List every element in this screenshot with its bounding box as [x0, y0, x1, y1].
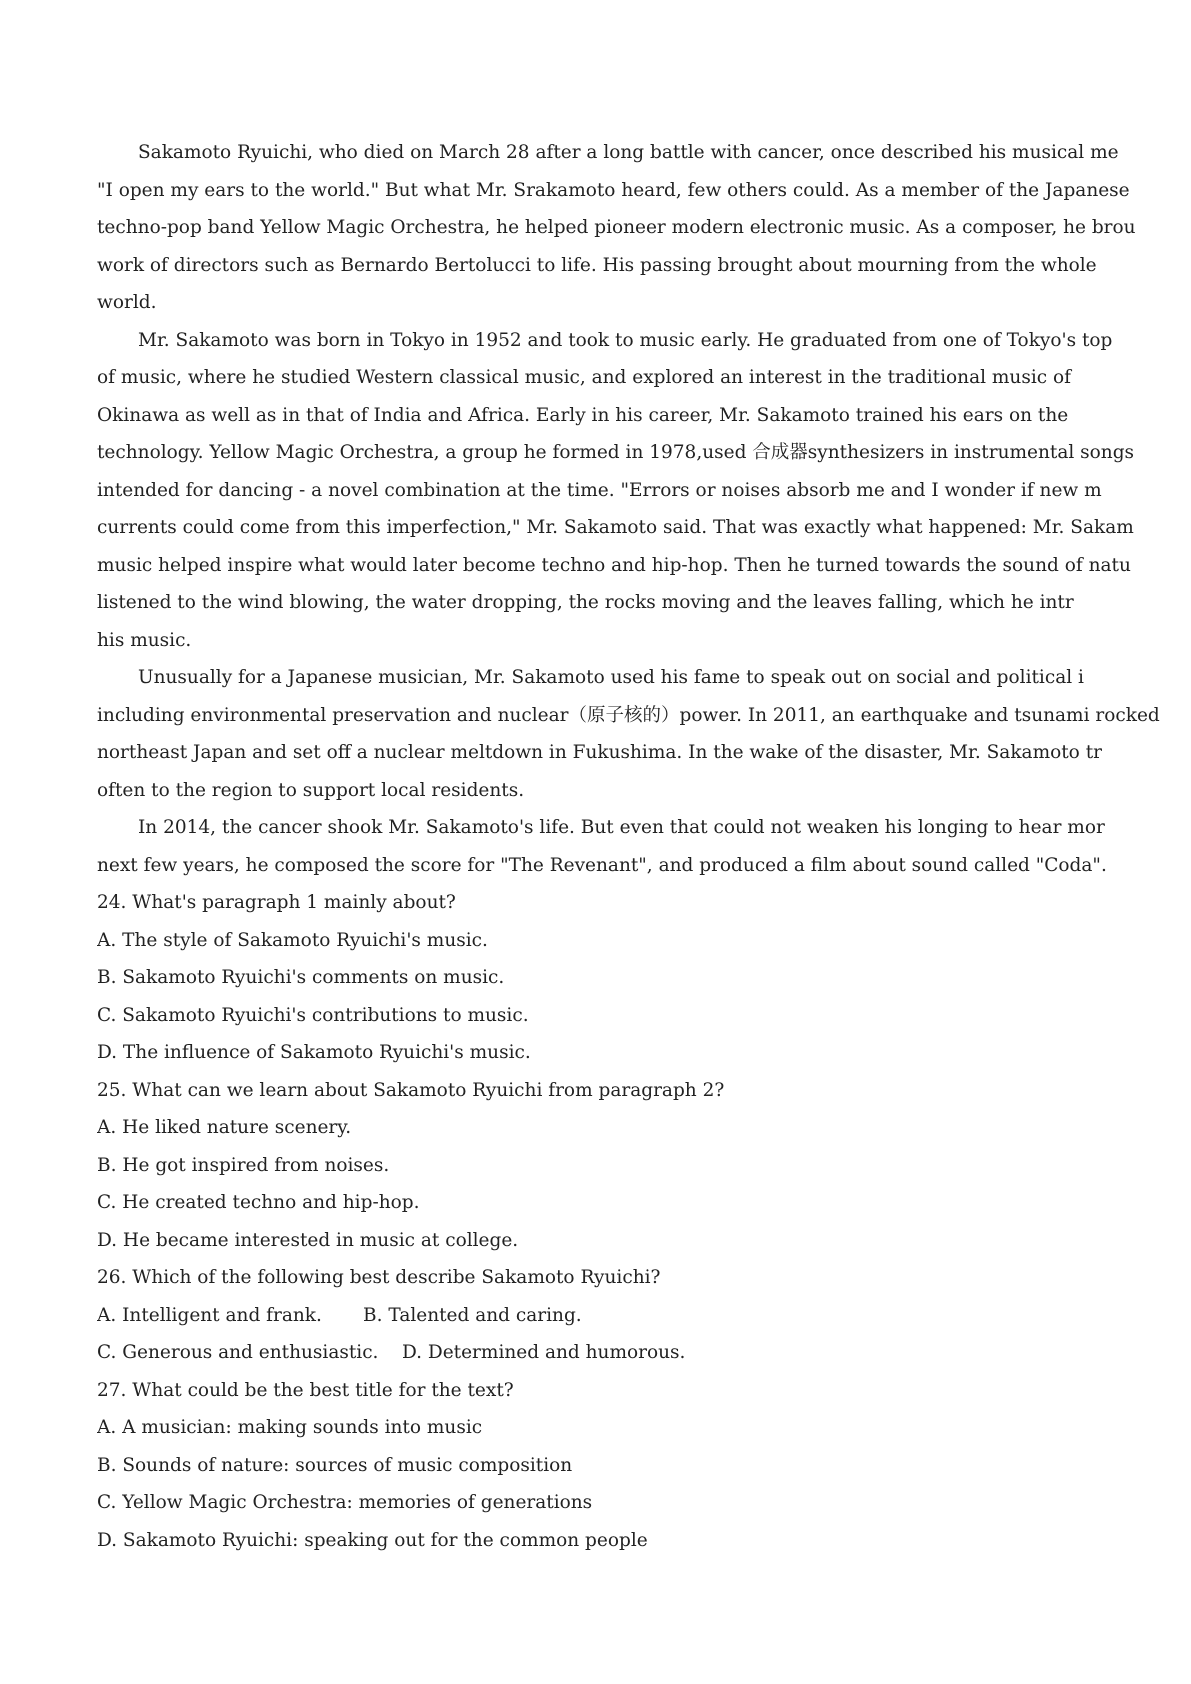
passage-line: world. — [97, 292, 157, 313]
passage-line: Okinawa as well as in that of India and Africa. Early in his career, Mr. Sakamoto trained his ears on the — [97, 404, 1069, 426]
answer-option: A. Intelligent and frank. B. Talented and caring. — [97, 1304, 582, 1326]
passage-line: techno-pop band Yellow Magic Orchestra, he helped pioneer modern electronic music. As a composer, he brou — [97, 217, 1136, 238]
answer-option: A. He liked nature scenery. — [97, 1117, 352, 1138]
passage-line: Mr. Sakamoto was born in Tokyo in 1952 and took to music early. He graduated from one of Tokyo's top — [138, 329, 1113, 351]
question-27 — [97, 1372, 1191, 1560]
paragraph-1 — [97, 134, 1191, 322]
passage-line: including environmental preservation and nuclear（原子核的）power. In 2011, an earthquake and tsunami rocked — [97, 704, 1160, 726]
paragraph-2 — [97, 322, 1191, 660]
answer-option: D. Sakamoto Ryuichi: speaking out for the common people — [97, 1529, 648, 1551]
answer-option: B. Sounds of nature: sources of music composition — [97, 1454, 573, 1476]
passage-line: listened to the wind blowing, the water dropping, the rocks moving and the leaves falling, which he intr — [97, 592, 1074, 613]
reading-passage — [97, 134, 1191, 1559]
question-24 — [97, 884, 1191, 1072]
answer-option: A. A musician: making sounds into music — [97, 1417, 483, 1438]
question-stem: 27. What could be the best title for the text? — [97, 1379, 514, 1401]
answer-option: C. Yellow Magic Orchestra: memories of generations — [97, 1492, 593, 1513]
passage-line: intended for dancing - a novel combination at the time. "Errors or noises absorb me and I wonder if new m — [97, 479, 1102, 501]
passage-line: next few years, he composed the score for "The Revenant", and produced a film about sound called "Coda". — [97, 854, 1107, 876]
question-stem: 24. What's paragraph 1 mainly about? — [97, 892, 456, 913]
passage-line: often to the region to support local residents. — [97, 779, 525, 801]
answer-option: D. He became interested in music at college. — [97, 1229, 519, 1251]
passage-line: currents could come from this imperfection," Mr. Sakamoto said. That was exactly what happened: Mr. Sakam — [97, 517, 1134, 538]
passage-line: "I open my ears to the world." But what Mr. Srakamoto heard, few others could. As a member of the Japanese — [97, 179, 1130, 201]
passage-line: Unusually for a Japanese musician, Mr. Sakamoto used his fame to speak out on social and political i — [138, 667, 1084, 688]
passage-line: his music. — [97, 629, 192, 651]
passage-line: In 2014, the cancer shook Mr. Sakamoto's life. But even that could not weaken his longing to hear mor — [138, 817, 1105, 838]
question-stem: 25. What can we learn about Sakamoto Ryuichi from paragraph 2? — [97, 1079, 725, 1101]
passage-line: of music, where he studied Western classical music, and explored an interest in the traditional music of — [97, 367, 1071, 388]
passage-line: technology. Yellow Magic Orchestra, a group he formed in 1978,used 合成器synthesizers in instrumental songs — [97, 442, 1135, 463]
paragraph-3 — [97, 659, 1191, 809]
passage-line: northeast Japan and set off a nuclear meltdown in Fukushima. In the wake of the disaster, Mr. Sakamoto tr — [97, 742, 1102, 763]
passage-line: Sakamoto Ryuichi, who died on March 28 after a long battle with cancer, once described his musical me — [138, 142, 1119, 163]
answer-option: C. He created techno and hip-hop. — [97, 1192, 420, 1213]
paragraph-4 — [97, 809, 1191, 884]
answer-option: C. Sakamoto Ryuichi's contributions to music. — [97, 1004, 529, 1026]
answer-option: B. He got inspired from noises. — [97, 1154, 390, 1176]
answer-option: D. The influence of Sakamoto Ryuichi's music. — [97, 1042, 531, 1063]
passage-line: music helped inspire what would later become techno and hip-hop. Then he turned towards the sound of natu — [97, 554, 1131, 576]
question-25 — [97, 1072, 1191, 1260]
question-stem: 26. Which of the following best describe Sakamoto Ryuichi? — [97, 1267, 661, 1288]
question-26 — [97, 1259, 1191, 1372]
answer-option: B. Sakamoto Ryuichi's comments on music. — [97, 967, 505, 988]
answer-option: A. The style of Sakamoto Ryuichi's music. — [97, 929, 488, 951]
answer-option: C. Generous and enthusiastic. D. Determined and humorous. — [97, 1342, 686, 1363]
passage-line: work of directors such as Bernardo Bertolucci to life. His passing brought about mourning from the whole — [97, 254, 1097, 276]
